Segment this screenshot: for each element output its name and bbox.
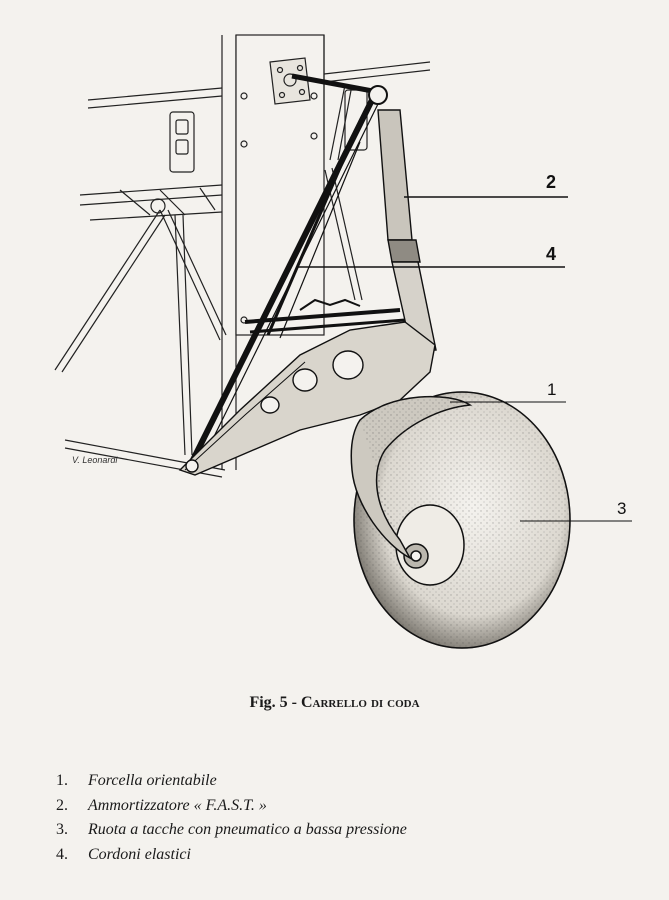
legend-text: Ammortizzatore « F.A.S.T. »: [88, 796, 267, 814]
callout-4: 4: [546, 244, 557, 264]
legend-text: Forcella orientabile: [88, 772, 217, 789]
callout-3: 3: [617, 499, 627, 518]
legend-list: [56, 772, 407, 870]
legend-number: 1.: [56, 772, 68, 789]
artist-signature: V. Leonardi: [72, 455, 118, 465]
legend-item: [56, 772, 407, 797]
legend-text: Ruota a tacche con pneumatico a bassa pressione: [88, 821, 407, 838]
legend-number: 3.: [56, 821, 68, 838]
legend-number: 4.: [56, 845, 68, 863]
caption-prefix: Fig. 5 -: [249, 694, 297, 711]
legend-text: Cordoni elastici: [88, 845, 191, 863]
callout-1: 1: [547, 380, 557, 399]
figure-caption: [0, 694, 669, 712]
legend-item: [56, 821, 407, 846]
legend-item: [56, 846, 407, 871]
callout-2: 2: [546, 172, 557, 192]
legend-number: 2.: [56, 796, 68, 814]
legend-item: [56, 797, 407, 822]
wheel: [351, 392, 570, 648]
caption-title: Carrello di coda: [300, 694, 420, 711]
